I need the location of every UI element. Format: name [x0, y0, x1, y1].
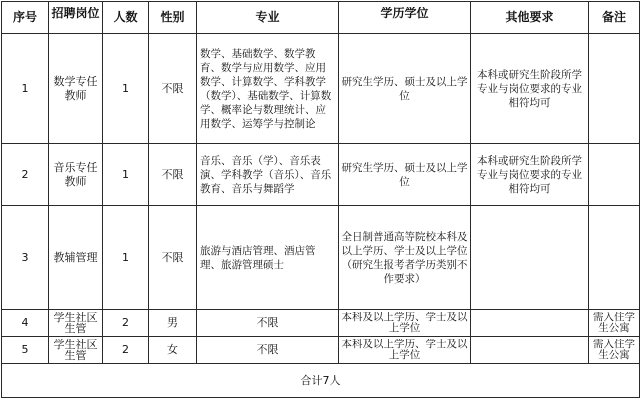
cell-count: 1 — [103, 206, 149, 310]
cell-count: 1 — [103, 34, 149, 144]
cell-position: 教辅管理 — [49, 206, 103, 310]
header-row — [2, 2, 640, 34]
cell-major: 数学、基础数学、数学教育、数学与应用数学、应用数学、计算数学、学科教学（数学）、基础数学、计算数学、概率论与数理统计、应用数学、运筹学与控制论 — [197, 34, 339, 144]
cell-note — [589, 337, 640, 364]
header-other: 其他要求 — [471, 2, 589, 34]
cell-major: 不限 — [197, 337, 339, 364]
cell-gender: 不限 — [149, 144, 197, 206]
cell-education: 研究生学历、硕士及以上学位 — [339, 144, 471, 206]
cell-note-text: 需入住学生公寓 — [593, 339, 635, 361]
header-position — [49, 2, 103, 34]
header-count: 人数 — [103, 2, 149, 34]
recruitment-table — [1, 1, 640, 398]
total-cell: 合计7人 — [2, 364, 640, 398]
cell-other — [471, 206, 589, 310]
cell-position — [49, 337, 103, 364]
cell-major: 不限 — [197, 310, 339, 337]
cell-index: 3 — [2, 206, 49, 310]
cell-position — [49, 310, 103, 337]
cell-other: 本科或研究生阶段所学专业与岗位要求的专业相符均可 — [471, 144, 589, 206]
cell-gender: 不限 — [149, 206, 197, 310]
cell-major: 旅游与酒店管理、酒店管理、旅游管理硕士 — [197, 206, 339, 310]
cell-education: 全日制普通高等院校本科及以上学历、学士及以上学位（研究生报考者学历类别不作要求） — [339, 206, 471, 310]
cell-other: 本科或研究生阶段所学专业与岗位要求的专业相符均可 — [471, 34, 589, 144]
cell-note — [589, 310, 640, 337]
header-index: 序号 — [2, 2, 49, 34]
cell-gender: 女 — [149, 337, 197, 364]
cell-position: 音乐专任教师 — [49, 144, 103, 206]
cell-education-text: 本科及以上学历、学士及以上学位 — [341, 312, 468, 334]
header-position-text: 招聘岗位 — [51, 7, 100, 20]
cell-count: 2 — [103, 337, 149, 364]
header-major: 专业 — [197, 2, 339, 34]
cell-other — [471, 310, 589, 337]
table-row — [2, 206, 640, 310]
table-row — [2, 144, 640, 206]
cell-gender: 不限 — [149, 34, 197, 144]
header-education-text: 学历学位 — [380, 7, 429, 20]
total-row — [2, 364, 640, 398]
header-education — [339, 2, 471, 34]
cell-education: 研究生学历、硕士及以上学位 — [339, 34, 471, 144]
cell-note — [589, 144, 640, 206]
cell-note — [589, 206, 640, 310]
cell-gender: 男 — [149, 310, 197, 337]
cell-count: 2 — [103, 310, 149, 337]
cell-count: 1 — [103, 144, 149, 206]
cell-other — [471, 337, 589, 364]
table-row — [2, 310, 640, 337]
table-row — [2, 34, 640, 144]
cell-index: 1 — [2, 34, 49, 144]
cell-note-text: 需入住学生公寓 — [593, 312, 635, 334]
header-note: 备注 — [589, 2, 640, 34]
cell-position: 数学专任教师 — [49, 34, 103, 144]
cell-index: 4 — [2, 310, 49, 337]
header-gender: 性别 — [149, 2, 197, 34]
cell-major: 音乐、音乐（学）、音乐表演、学科教学（音乐）、音乐教育、音乐与舞蹈学 — [197, 144, 339, 206]
cell-education-text: 本科及以上学历、学士及以上学位 — [341, 339, 468, 361]
cell-position-text: 学生社区生管 — [53, 312, 98, 334]
cell-index: 5 — [2, 337, 49, 364]
cell-note — [589, 34, 640, 144]
cell-position-text: 学生社区生管 — [53, 339, 98, 361]
cell-education — [339, 337, 471, 364]
cell-education — [339, 310, 471, 337]
cell-index: 2 — [2, 144, 49, 206]
table-row — [2, 337, 640, 364]
